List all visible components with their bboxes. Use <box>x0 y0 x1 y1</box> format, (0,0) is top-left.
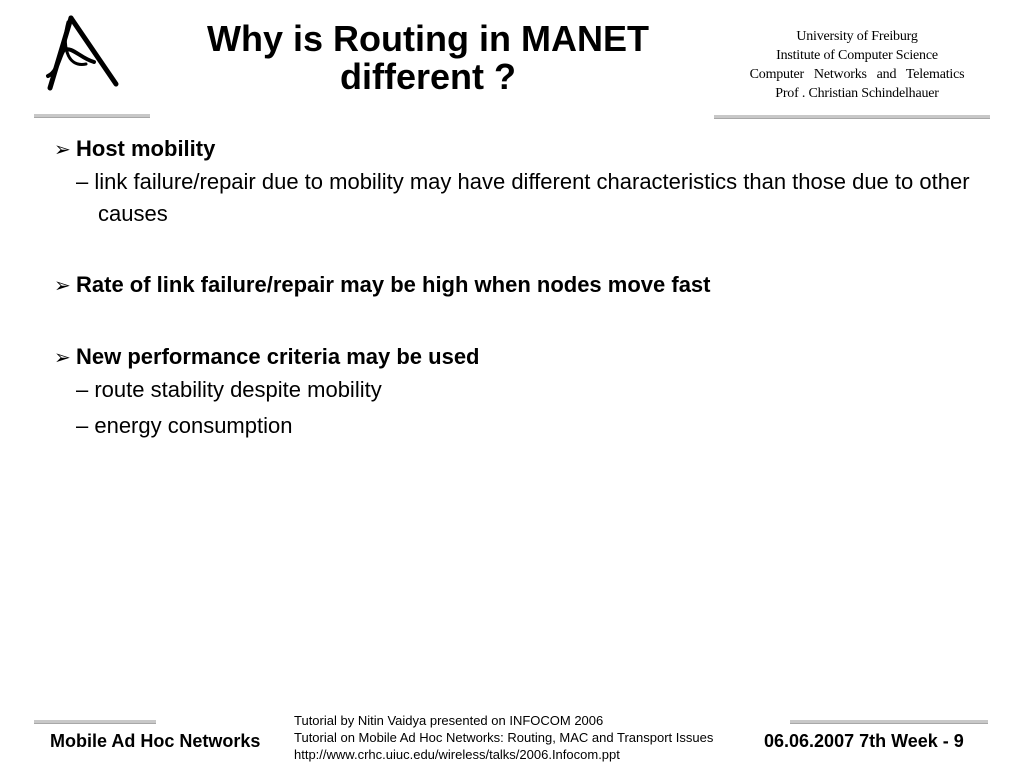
header-rule-left <box>34 114 150 118</box>
sub-bullet: – route stability despite mobility <box>76 377 382 402</box>
sub-bullet: – energy consumption <box>76 413 293 438</box>
bullet-text: New performance criteria may be used <box>76 344 480 369</box>
sub-bullet: – link failure/repair due to mobility may have different characteristics than those due to other causes <box>76 169 970 226</box>
department-name: Computer Networks and Telematics <box>749 67 965 82</box>
bullet-group <box>54 272 974 298</box>
bullet-item <box>54 136 974 162</box>
university-name: University of Freiburg <box>796 29 918 44</box>
arrow-bullet-icon: ➢ <box>54 347 71 369</box>
footer-rule-right <box>790 720 988 724</box>
bullet-text: Rate of link failure/repair may be high when nodes move fast <box>76 272 711 297</box>
slide-content <box>54 136 974 442</box>
footer-rule-left <box>34 720 156 724</box>
footer-date-page: 06.06.2007 7th Week - 9 <box>764 731 964 751</box>
arrow-bullet-icon: ➢ <box>54 275 71 297</box>
footer-course-title: Mobile Ad Hoc Networks <box>50 731 261 751</box>
bullet-item <box>54 272 974 298</box>
credit-link[interactable]: http://www.crhc.uiuc.edu/wireless/talks/2006.Infocom.ppt <box>294 747 620 762</box>
footer-credits <box>294 712 713 763</box>
institution-block <box>712 27 1002 103</box>
institute-name: Institute of Computer Science <box>776 48 938 63</box>
professor-name: Prof . Christian Schindelhauer <box>775 86 939 101</box>
freiburg-logo-icon <box>38 14 124 94</box>
arrow-bullet-icon: ➢ <box>54 139 71 161</box>
bullet-group <box>54 136 974 230</box>
bullet-text: Host mobility <box>76 136 216 161</box>
slide-title: Why is Routing in MANET different ? <box>207 18 649 97</box>
bullet-group <box>54 344 974 442</box>
credit-line: Tutorial on Mobile Ad Hoc Networks: Routing, MAC and Transport Issues <box>294 730 714 745</box>
credit-line: Tutorial by Nitin Vaidya presented on INFOCOM 2006 <box>294 713 604 728</box>
bullet-item <box>54 344 974 370</box>
header-rule-right <box>714 115 990 119</box>
